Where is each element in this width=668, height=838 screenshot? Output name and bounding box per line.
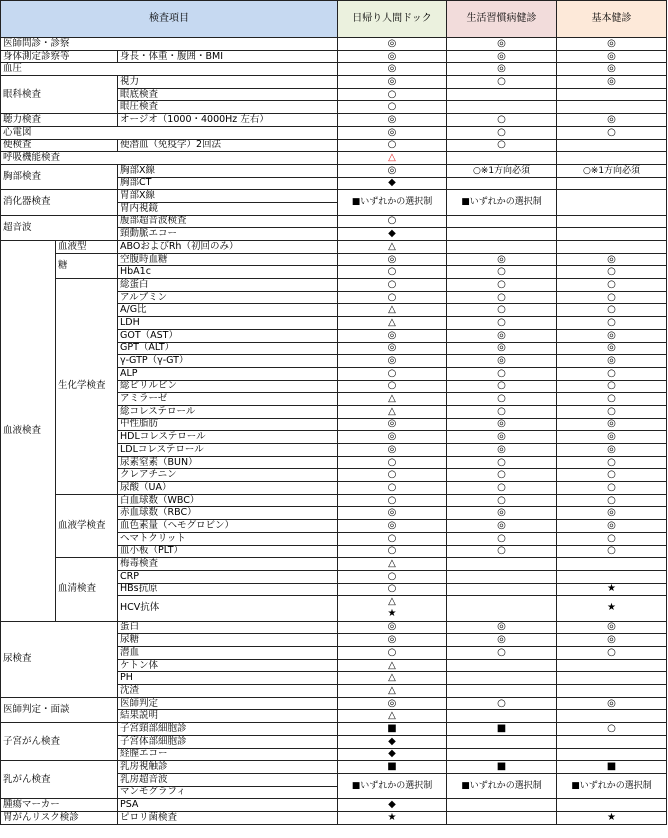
mark-basic: ○ — [557, 393, 667, 406]
mark-life: ○ — [447, 114, 557, 127]
item-label: 経膣エコー — [118, 748, 338, 761]
mark-life: ◎ — [447, 38, 557, 51]
item-label: 視力 — [118, 76, 338, 89]
item-label: 子宮体部細胞診 — [118, 735, 338, 748]
mark-day: ◎ — [338, 76, 447, 89]
mark-basic: ○ — [557, 482, 667, 495]
mark-basic — [557, 710, 667, 723]
mark-basic — [557, 215, 667, 228]
mark-life: ◎ — [447, 63, 557, 76]
table-row — [1, 215, 667, 228]
item-label: 眼底検査 — [118, 88, 338, 101]
item-label: アルブミン — [118, 291, 338, 304]
subsection-label: 血清検査 — [56, 558, 118, 621]
header-row — [1, 1, 667, 38]
mark-life — [447, 101, 557, 114]
mark-day: ◎ — [338, 507, 447, 520]
mark-day: ○ — [338, 469, 447, 482]
mark-day: ◆ — [338, 799, 447, 812]
item-label: ピロリ菌検査 — [118, 811, 338, 824]
mark-basic — [557, 659, 667, 672]
mark-basic: ○ — [557, 532, 667, 545]
mark-day: ◎ — [338, 38, 447, 51]
item-label: PSA — [118, 799, 338, 812]
section-label: 血圧 — [1, 63, 338, 76]
item-label: 空腹時血糖 — [118, 253, 338, 266]
item-label: 沈渣 — [118, 685, 338, 698]
item-label: GPT（ALT） — [118, 342, 338, 355]
section-label: 胸部検査 — [1, 164, 118, 189]
section-label: 眼科検査 — [1, 76, 118, 114]
mark-basic: ◎ — [557, 253, 667, 266]
item-label: ヘマトクリット — [118, 532, 338, 545]
mark-life — [447, 558, 557, 571]
mark-day: △ — [338, 659, 447, 672]
mark-basic: ◎ — [557, 114, 667, 127]
item-label: 結果説明 — [118, 710, 338, 723]
mark-basic — [557, 558, 667, 571]
mark-life — [447, 241, 557, 254]
item-label: 総蛋白 — [118, 279, 338, 292]
item-label: 医師判定 — [118, 697, 338, 710]
mark-day: △ — [338, 393, 447, 406]
section-label: 血液検査 — [1, 241, 56, 622]
mark-basic: ○ — [557, 380, 667, 393]
mark-basic: ◎ — [557, 697, 667, 710]
table-row — [1, 761, 667, 774]
mark-life: ■いずれかの選択制 — [447, 190, 557, 215]
mark-life — [447, 799, 557, 812]
item-label: HBs抗原 — [118, 583, 338, 596]
mark-day: ◎ — [338, 126, 447, 139]
mark-day: ◎ — [338, 520, 447, 533]
mark-basic: ○ — [557, 279, 667, 292]
section-label: 便検査 — [1, 139, 118, 152]
mark-day: ◎ — [338, 164, 447, 177]
mark-day: △ — [388, 596, 396, 608]
mark-day: ○ — [338, 88, 447, 101]
mark-life: ◎ — [447, 342, 557, 355]
table-row — [1, 164, 667, 177]
mark-day: △ — [338, 672, 447, 685]
table-row — [1, 139, 667, 152]
mark-basic: ★ — [557, 811, 667, 824]
mark-day: ○ — [338, 380, 447, 393]
mark-life: ■いずれかの選択制 — [447, 773, 557, 798]
subsection-label: 血液型 — [56, 241, 118, 254]
mark-day: ◎ — [338, 444, 447, 457]
item-label: 蛋白 — [118, 621, 338, 634]
item-label: PH — [118, 672, 338, 685]
item-label: 総コレステロール — [118, 405, 338, 418]
mark-day: ◎ — [338, 355, 447, 368]
item-label: 赤血球数（RBC） — [118, 507, 338, 520]
mark-life — [447, 583, 557, 596]
mark-life — [447, 710, 557, 723]
mark-basic: ○ — [557, 723, 667, 736]
item-label: 血小板（PLT） — [118, 545, 338, 558]
mark-day: △ — [338, 558, 447, 571]
section-label: 身体測定診察等 — [1, 50, 118, 63]
section-label: 子宮がん検査 — [1, 723, 118, 761]
mark-life: ◎ — [447, 520, 557, 533]
mark-life — [447, 685, 557, 698]
mark-life: ○ — [447, 279, 557, 292]
mark-day: ○ — [338, 456, 447, 469]
mark-life: ◎ — [447, 507, 557, 520]
mark-day: ◆ — [338, 177, 447, 190]
mark-day: ○ — [338, 532, 447, 545]
mark-life: ○ — [447, 304, 557, 317]
mark-day: ○ — [338, 215, 447, 228]
mark-day: ◎ — [338, 342, 447, 355]
mark-life — [447, 215, 557, 228]
mark-day-secondary: ★ — [387, 608, 397, 620]
subsection-label: 生化学検査 — [56, 279, 118, 495]
mark-day: △ — [338, 685, 447, 698]
section-label: 尿検査 — [1, 621, 118, 697]
mark-basic — [557, 799, 667, 812]
item-label: 胃部X線 — [118, 190, 338, 203]
mark-life: ◎ — [447, 634, 557, 647]
table-row — [1, 558, 667, 571]
mark-day: ★ — [338, 811, 447, 824]
section-label: 心電図 — [1, 126, 338, 139]
mark-life: ○※1方向必須 — [447, 164, 557, 177]
item-label: オージオ（1000・4000Hz 左右） — [118, 114, 338, 127]
mark-life: ○ — [447, 545, 557, 558]
mark-day-stack — [338, 596, 447, 621]
item-label: 便潜血（免疫学）2回法 — [118, 139, 338, 152]
mark-basic — [557, 228, 667, 241]
item-label: γ-GTP（γ-GT） — [118, 355, 338, 368]
mark-basic: ○ — [557, 456, 667, 469]
mark-day: △ — [338, 405, 447, 418]
mark-day: ○ — [338, 266, 447, 279]
item-label: 梅毒検査 — [118, 558, 338, 571]
mark-basic: ◎ — [557, 520, 667, 533]
mark-life: ◎ — [447, 50, 557, 63]
mark-basic: ◎ — [557, 431, 667, 444]
mark-life: ◎ — [447, 431, 557, 444]
mark-life: ○ — [447, 469, 557, 482]
header-day-dock: 日帰り人間ドック — [338, 1, 447, 38]
item-label: 乳房視触診 — [118, 761, 338, 774]
item-label: 胸部X線 — [118, 164, 338, 177]
section-label: 聴力検査 — [1, 114, 118, 127]
item-label: GOT（AST） — [118, 329, 338, 342]
item-label: 頸動脈エコー — [118, 228, 338, 241]
item-label: 子宮頸部細胞診 — [118, 723, 338, 736]
mark-life: ◎ — [447, 444, 557, 457]
section-label: 胃がんリスク検診 — [1, 811, 118, 824]
item-label: LDH — [118, 317, 338, 330]
mark-life: ○ — [447, 532, 557, 545]
mark-life: ○ — [447, 380, 557, 393]
mark-basic: ○ — [557, 469, 667, 482]
item-label: LDLコレステロール — [118, 444, 338, 457]
mark-life: ◎ — [447, 329, 557, 342]
section-label: 超音波 — [1, 215, 118, 240]
mark-life: ◎ — [447, 418, 557, 431]
mark-day: △ — [338, 304, 447, 317]
table-row — [1, 38, 667, 51]
section-label: 医師問診・診察 — [1, 38, 338, 51]
mark-day: △ — [338, 152, 447, 165]
mark-basic — [557, 735, 667, 748]
mark-basic: ◎ — [557, 507, 667, 520]
item-label: 中性脂肪 — [118, 418, 338, 431]
mark-life: ○ — [447, 647, 557, 660]
table-row — [1, 63, 667, 76]
mark-basic: ○ — [557, 304, 667, 317]
item-label: 尿糖 — [118, 634, 338, 647]
mark-basic: ◎ — [557, 342, 667, 355]
table-row — [1, 494, 667, 507]
mark-basic: ◎ — [557, 50, 667, 63]
mark-life — [447, 177, 557, 190]
mark-day: ○ — [338, 583, 447, 596]
item-label: ケトン体 — [118, 659, 338, 672]
mark-day: ◎ — [338, 114, 447, 127]
mark-day: ■いずれかの選択制 — [338, 190, 447, 215]
mark-life: ○ — [447, 697, 557, 710]
mark-life: ○ — [447, 76, 557, 89]
mark-basic: ○ — [557, 367, 667, 380]
mark-basic: ○ — [557, 266, 667, 279]
mark-basic: ◎ — [557, 355, 667, 368]
mark-basic: ◎ — [557, 76, 667, 89]
mark-life: ○ — [447, 139, 557, 152]
mark-basic: ◎ — [557, 444, 667, 457]
item-label: クレアチニン — [118, 469, 338, 482]
header-lifestyle: 生活習慣病健診 — [447, 1, 557, 38]
mark-day: △ — [338, 710, 447, 723]
item-label: 身長・体重・腹囲・BMI — [118, 50, 338, 63]
mark-basic — [557, 101, 667, 114]
item-label: 潜血 — [118, 647, 338, 660]
mark-life: ◎ — [447, 621, 557, 634]
item-label: 総ビリルビン — [118, 380, 338, 393]
mark-day: ○ — [338, 570, 447, 583]
mark-life: ○ — [447, 367, 557, 380]
mark-basic: ■ — [557, 761, 667, 774]
mark-life — [447, 88, 557, 101]
mark-basic — [557, 748, 667, 761]
mark-life: ○ — [447, 317, 557, 330]
mark-basic: ★ — [557, 596, 667, 621]
mark-basic: ○※1方向必須 — [557, 164, 667, 177]
mark-life: ○ — [447, 266, 557, 279]
mark-life: ○ — [447, 126, 557, 139]
item-label: A/G比 — [118, 304, 338, 317]
mark-basic: ★ — [557, 583, 667, 596]
item-label: マンモグラフィ — [118, 786, 338, 799]
mark-basic: ○ — [557, 317, 667, 330]
mark-basic: ◎ — [557, 621, 667, 634]
mark-basic: ◎ — [557, 329, 667, 342]
mark-basic: ○ — [557, 405, 667, 418]
mark-day: ◎ — [338, 418, 447, 431]
mark-life — [447, 659, 557, 672]
item-label: 腹部超音波検査 — [118, 215, 338, 228]
mark-life — [447, 152, 557, 165]
item-label: 眼圧検査 — [118, 101, 338, 114]
item-label: 乳房超音波 — [118, 773, 338, 786]
mark-life — [447, 570, 557, 583]
table-row — [1, 190, 667, 203]
item-label: 白血球数（WBC） — [118, 494, 338, 507]
section-label: 乳がん検査 — [1, 761, 118, 799]
mark-basic: ○ — [557, 494, 667, 507]
item-label: 尿酸（UA） — [118, 482, 338, 495]
mark-day: ◆ — [338, 735, 447, 748]
mark-basic: ○ — [557, 545, 667, 558]
mark-basic: ○ — [557, 647, 667, 660]
table-row — [1, 621, 667, 634]
mark-day: ■いずれかの選択制 — [338, 773, 447, 798]
table-row — [1, 152, 667, 165]
mark-day: ◎ — [338, 253, 447, 266]
item-label: 尿素窒素（BUN） — [118, 456, 338, 469]
subsection-label: 血液学検査 — [56, 494, 118, 557]
table-row — [1, 253, 667, 266]
mark-day: △ — [338, 241, 447, 254]
mark-life: ■ — [447, 723, 557, 736]
mark-life: ◎ — [447, 253, 557, 266]
table-row — [1, 697, 667, 710]
item-label: 血色素量（ヘモグロビン） — [118, 520, 338, 533]
item-label: ALP — [118, 367, 338, 380]
mark-day: ○ — [338, 279, 447, 292]
table-row — [1, 50, 667, 63]
mark-basic: ■いずれかの選択制 — [557, 773, 667, 798]
mark-life — [447, 748, 557, 761]
mark-day: ○ — [338, 647, 447, 660]
mark-life: ○ — [447, 393, 557, 406]
item-label: 胸部CT — [118, 177, 338, 190]
item-label: 胃内視鏡 — [118, 202, 338, 215]
mark-life: ○ — [447, 405, 557, 418]
item-label: ABOおよびRh（初回のみ） — [118, 241, 338, 254]
mark-life: ◎ — [447, 355, 557, 368]
mark-day: ○ — [338, 482, 447, 495]
item-label: HCV抗体 — [118, 596, 338, 621]
mark-day: ◆ — [338, 748, 447, 761]
mark-day: ○ — [338, 139, 447, 152]
table-row — [1, 76, 667, 89]
mark-day: ◎ — [338, 50, 447, 63]
mark-day: ◎ — [338, 329, 447, 342]
item-label: アミラーゼ — [118, 393, 338, 406]
mark-basic — [557, 139, 667, 152]
mark-day: ■ — [338, 723, 447, 736]
mark-day: △ — [338, 317, 447, 330]
mark-basic: ○ — [557, 126, 667, 139]
table-row — [1, 811, 667, 824]
mark-day: ○ — [338, 545, 447, 558]
mark-basic — [557, 190, 667, 215]
mark-basic: ◎ — [557, 63, 667, 76]
mark-life: ○ — [447, 494, 557, 507]
mark-day: ◎ — [338, 621, 447, 634]
mark-day: ◎ — [338, 697, 447, 710]
mark-life: ○ — [447, 456, 557, 469]
table-row — [1, 279, 667, 292]
mark-life: ■ — [447, 761, 557, 774]
mark-life — [447, 672, 557, 685]
section-label: 呼吸機能検査 — [1, 152, 338, 165]
mark-day: ■ — [338, 761, 447, 774]
mark-basic — [557, 570, 667, 583]
mark-life — [447, 228, 557, 241]
mark-basic: ◎ — [557, 634, 667, 647]
mark-basic — [557, 685, 667, 698]
table-row — [1, 799, 667, 812]
mark-life — [447, 811, 557, 824]
mark-basic — [557, 152, 667, 165]
mark-basic — [557, 177, 667, 190]
mark-life: ○ — [447, 482, 557, 495]
table-row — [1, 241, 667, 254]
mark-day: ○ — [338, 494, 447, 507]
table-row — [1, 114, 667, 127]
item-label: HDLコレステロール — [118, 431, 338, 444]
mark-basic — [557, 672, 667, 685]
header-items: 検査項目 — [1, 1, 338, 38]
table-row — [1, 126, 667, 139]
mark-day: ◆ — [338, 228, 447, 241]
mark-life: ○ — [447, 291, 557, 304]
section-label: 消化器検査 — [1, 190, 118, 215]
mark-basic: ◎ — [557, 418, 667, 431]
mark-day: ◎ — [338, 431, 447, 444]
mark-basic — [557, 241, 667, 254]
item-label: CRP — [118, 570, 338, 583]
header-basic: 基本健診 — [557, 1, 667, 38]
mark-day: ◎ — [338, 63, 447, 76]
mark-day: ○ — [338, 101, 447, 114]
mark-day: ◎ — [338, 634, 447, 647]
mark-life — [447, 735, 557, 748]
mark-day: ○ — [338, 291, 447, 304]
section-label: 腫瘍マーカー — [1, 799, 118, 812]
mark-life — [447, 596, 557, 621]
mark-day: ○ — [338, 367, 447, 380]
item-label: HbA1c — [118, 266, 338, 279]
table-row — [1, 723, 667, 736]
mark-basic: ◎ — [557, 38, 667, 51]
subsection-label: 糖 — [56, 253, 118, 278]
mark-basic: ○ — [557, 291, 667, 304]
section-label: 医師判定・面談 — [1, 697, 118, 722]
mark-basic — [557, 88, 667, 101]
